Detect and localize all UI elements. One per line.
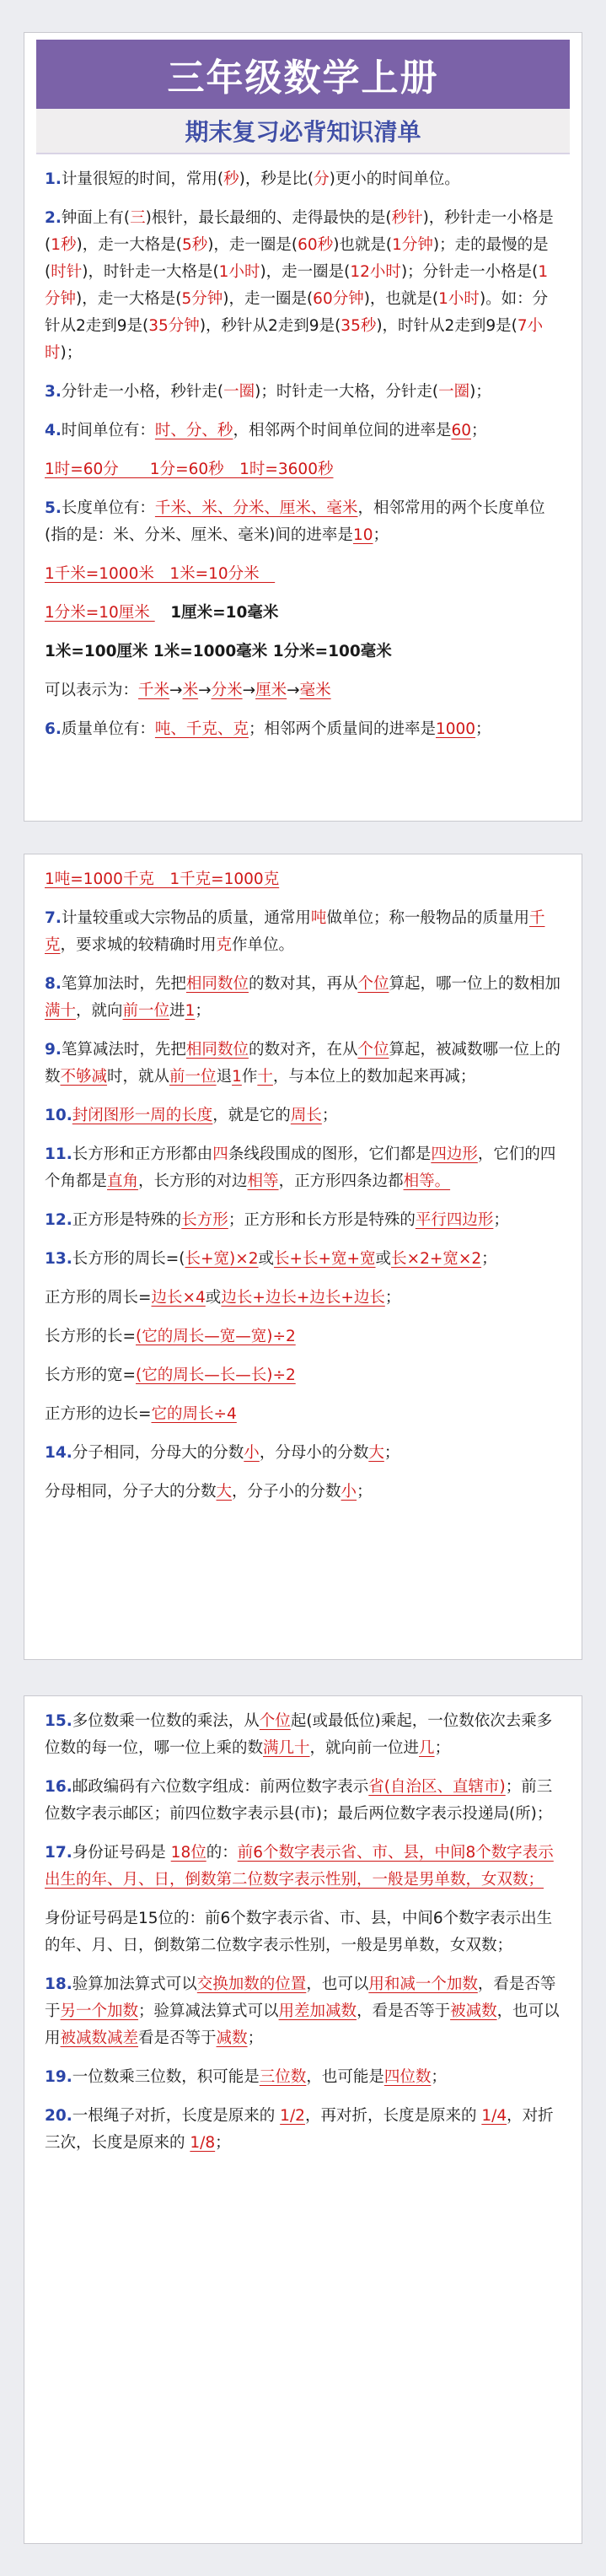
- knowledge-point: [45, 1102, 561, 1129]
- answer-text: 三位数: [259, 2068, 307, 2086]
- answer-text: 个位: [259, 1712, 291, 1730]
- point-text: 进: [169, 1002, 185, 1020]
- answer-text: 千克: [45, 909, 545, 954]
- answer-text: 秒针: [391, 209, 423, 227]
- point-text: 或: [375, 1250, 392, 1268]
- answer-text: 千米、米、分米、厘米、毫米: [154, 499, 358, 517]
- point-text: ；: [384, 1289, 401, 1307]
- knowledge-point: [45, 905, 561, 959]
- point-text: 正方形是特殊的: [72, 1211, 182, 1229]
- point-text: 长度单位有：: [61, 499, 155, 517]
- answer-text: 前6个数字表示省、市、县，中间8个数字表示出生的年、月、日，倒数第二位数字表示性别，一般是男单数，女双数；: [45, 1844, 554, 1889]
- knowledge-card-2: [24, 854, 582, 1660]
- point-text: 的数对齐，在从: [248, 1041, 358, 1059]
- answer-text: 个位: [357, 975, 389, 993]
- point-text: )；: [60, 344, 83, 362]
- answer-text: 厘米: [255, 682, 287, 699]
- answer-text: 1/2: [280, 2107, 305, 2125]
- answer-text: 十: [257, 1068, 273, 1086]
- point-text: 验算加法算式可以: [72, 1975, 197, 1993]
- point-number: 14.: [45, 1444, 72, 1462]
- answer-text: 一圈: [438, 383, 470, 401]
- point-text: ；: [383, 1444, 400, 1462]
- answer-text: 用和减一个加数: [368, 1975, 478, 1993]
- point-text: ，也可以用: [45, 2002, 560, 2047]
- answer-text: 1吨=1000千克 1千克=1000克: [45, 870, 280, 888]
- answer-text: 长方形: [181, 1211, 228, 1229]
- point-text: 一根绳子对折，长度是原来的: [72, 2107, 281, 2125]
- answer-text: 米: [182, 682, 199, 699]
- point-text: 一位数乘三位数，积可能是: [72, 2068, 260, 2086]
- point-text: 正方形的周长=: [45, 1289, 152, 1307]
- knowledge-point: [45, 1246, 561, 1273]
- point-text: )，走一圈是(: [223, 290, 314, 308]
- answer-text: 1: [185, 1002, 196, 1020]
- knowledge-point: [45, 677, 561, 704]
- point-text: 长方形的长=: [45, 1328, 137, 1345]
- answer-text: 60秒: [298, 236, 334, 254]
- answer-text: 四边形: [431, 1145, 478, 1163]
- point-text: 分子相同，分母大的分数: [72, 1444, 244, 1462]
- point-number: 16.: [45, 1778, 72, 1796]
- point-text: )，秒针从2走到9是(: [199, 317, 341, 335]
- answer-text: 时针: [51, 263, 83, 281]
- point-text: ，对折三次，长度是原来的: [45, 2107, 554, 2152]
- answer-text: 1小时: [438, 290, 480, 308]
- point-text: 看是否等于: [138, 2029, 217, 2047]
- answer-text: 三: [130, 209, 146, 227]
- answer-text: 大: [216, 1483, 233, 1501]
- point-text: ；: [431, 2068, 447, 2086]
- answer-text: 相等。: [403, 1172, 451, 1190]
- point-text: 算起，被减数哪一位上的数: [45, 1041, 560, 1086]
- point-number: 5.: [45, 499, 62, 517]
- knowledge-point: [45, 456, 561, 483]
- card-content: [24, 1696, 582, 2157]
- point-number: 15.: [45, 1712, 72, 1730]
- answer-text: 1小时: [218, 263, 260, 281]
- point-text: 1厘米=10毫米: [154, 604, 279, 622]
- point-text: )，秒针走一小格是(: [45, 209, 554, 254]
- answer-text: 千米: [138, 682, 170, 699]
- knowledge-point: [45, 2064, 561, 2091]
- point-text: →: [287, 682, 300, 699]
- knowledge-point: [45, 205, 561, 367]
- point-text: →: [242, 682, 256, 699]
- answer-text: 前一位: [122, 1002, 170, 1020]
- knowledge-point: [45, 1323, 561, 1350]
- answer-text: 10: [352, 526, 373, 544]
- point-text: 身份证号码是: [72, 1844, 171, 1862]
- answer-text: 另一个加数: [60, 2002, 139, 2020]
- knowledge-point: [45, 1440, 561, 1467]
- point-text: ；验算减法算式可以: [138, 2002, 279, 2020]
- answer-text: 边长+边长+边长+边长: [221, 1289, 385, 1307]
- point-text: ，就向: [76, 1002, 123, 1020]
- knowledge-point: [45, 1774, 561, 1828]
- answer-text: 35秒: [341, 317, 377, 335]
- answer-text: 12小时: [350, 263, 401, 281]
- answer-text: 吨、千克、克: [154, 720, 249, 738]
- knowledge-point: [45, 1037, 561, 1091]
- point-text: )也就是(: [333, 236, 393, 254]
- answer-text: 它的周长÷4: [151, 1405, 237, 1423]
- answer-text: 边长×4: [151, 1289, 206, 1307]
- point-text: )，也就是(: [363, 290, 439, 308]
- knowledge-point: [45, 495, 561, 549]
- point-text: )更小的时间单位。: [329, 170, 460, 188]
- point-text: )，走一大格是(: [76, 236, 182, 254]
- answer-text: 小: [244, 1444, 260, 1462]
- answer-text: 直角: [107, 1172, 139, 1190]
- point-text: 的：: [206, 1844, 238, 1862]
- knowledge-point: [45, 1207, 561, 1234]
- answer-text: 毫米: [299, 682, 331, 699]
- answer-text: 四: [212, 1145, 228, 1163]
- point-text: )，时针从2走到9是(: [376, 317, 518, 335]
- point-text: ；正方形和长方形是特殊的: [228, 1211, 416, 1229]
- point-text: ；: [215, 2134, 231, 2152]
- point-text: 钟面上有(: [61, 209, 131, 227]
- point-text: 长方形的宽=: [45, 1366, 137, 1384]
- knowledge-point: [45, 1971, 561, 2052]
- knowledge-point: [45, 166, 561, 193]
- answer-text: 60: [451, 422, 471, 439]
- answer-text: 5秒: [181, 236, 208, 254]
- point-text: )。如：分针从2走到9是(: [45, 290, 549, 335]
- answer-text: 1分钟: [392, 236, 433, 254]
- point-text: 多位数乘一位数的乘法，从: [72, 1712, 260, 1730]
- knowledge-card-1: [24, 32, 582, 822]
- point-text: )，走一大格是(: [76, 290, 182, 308]
- point-text: 时间单位有：: [61, 422, 155, 439]
- point-number: 9.: [45, 1041, 62, 1059]
- point-text: ，就向前一位进: [309, 1739, 420, 1757]
- answer-text: 60分钟: [313, 290, 364, 308]
- point-text: 长方形和正方形都由: [72, 1145, 213, 1163]
- answer-text: 长+宽)×2: [185, 1250, 259, 1268]
- answer-text: 满几十: [263, 1739, 310, 1757]
- answer-text: 1分钟: [45, 263, 549, 308]
- page-subtitle: 期末复习必背知识清单: [185, 118, 421, 146]
- point-text: 时，就从: [107, 1068, 170, 1086]
- point-text: 邮政编码有六位数字组成：前两位数字表示: [72, 1778, 369, 1796]
- point-text: ，长方形的对边: [138, 1172, 248, 1190]
- answer-text: 1/4: [481, 2107, 507, 2125]
- answer-text: 满十: [45, 1002, 77, 1020]
- point-text: 笔算加法时，先把: [61, 975, 186, 993]
- knowledge-point: [45, 1141, 561, 1195]
- point-text: ；相邻两个质量间的进率是: [248, 720, 436, 738]
- answer-text: 5分钟: [181, 290, 223, 308]
- answer-text: 省(自治区、直辖市): [368, 1778, 506, 1796]
- subtitle-banner: [36, 109, 570, 154]
- point-text: 笔算减法时，先把: [61, 1041, 186, 1059]
- point-text: )，秒是比(: [239, 170, 314, 188]
- answer-text: 周长: [290, 1107, 322, 1124]
- answer-text: 减数: [216, 2029, 248, 2047]
- point-text: )；分针走一小格是(: [400, 263, 539, 281]
- answer-text: 1/8: [190, 2134, 216, 2152]
- knowledge-point: [45, 1905, 561, 1959]
- point-text: 分母相同，分子大的分数: [45, 1483, 217, 1501]
- answer-text: 长×2+宽×2: [391, 1250, 482, 1268]
- point-text: ；: [434, 1739, 451, 1757]
- point-number: 12.: [45, 1211, 72, 1229]
- answer-text: 用差加减数: [278, 2002, 357, 2020]
- point-text: )；走的最慢的是(: [45, 236, 549, 281]
- knowledge-point: [45, 716, 561, 743]
- answer-text: 相同数位: [185, 975, 249, 993]
- answer-text: 时、分、秒: [154, 422, 233, 439]
- answer-text: 长+长+宽+宽: [274, 1250, 376, 1268]
- point-text: ，它们的四个角都是: [45, 1145, 556, 1190]
- point-text: 条线段围成的图形，它们都是: [228, 1145, 432, 1163]
- point-text: 退: [216, 1068, 233, 1086]
- point-number: 4.: [45, 422, 62, 439]
- point-text: ，正方形四条边都: [278, 1172, 404, 1190]
- point-text: 作单位。: [232, 936, 295, 954]
- answer-text: 1000: [435, 720, 476, 738]
- answer-text: 7小时: [45, 317, 544, 362]
- point-number: 6.: [45, 720, 62, 738]
- point-text: ，与本位上的数加起来再减；: [272, 1068, 476, 1086]
- answer-text: 1时=60分 1分=60秒 1时=3600秒: [45, 461, 334, 478]
- point-text: ，相邻两个时间单位间的进率是: [233, 422, 452, 439]
- knowledge-point: [45, 971, 561, 1025]
- point-text: 可以表示为：: [45, 682, 139, 699]
- point-text: 1米=100厘米 1米=1000毫米 1分米=100毫米: [45, 643, 392, 660]
- knowledge-point: [45, 561, 561, 588]
- card-content: [24, 154, 582, 743]
- point-number: 19.: [45, 2068, 72, 2086]
- answer-text: 1分米=10厘米: [45, 604, 155, 622]
- point-text: )根针，最长最细的、走得最快的是(: [145, 209, 392, 227]
- point-text: 计量较重或大宗物品的质量，通常用: [61, 909, 311, 927]
- point-number: 1.: [45, 170, 62, 188]
- knowledge-point: [45, 1362, 561, 1389]
- point-number: 18.: [45, 1975, 72, 1993]
- point-text: ；: [247, 2029, 264, 2047]
- knowledge-point: [45, 1479, 561, 1506]
- knowledge-point: [45, 1285, 561, 1312]
- point-text: →: [169, 682, 183, 699]
- point-text: 或: [205, 1289, 222, 1307]
- point-text: ；前三位数字表示邮区；前四位数字表示县(市)；最后两位数字表示投递局(所)；: [45, 1778, 553, 1823]
- answer-text: 不够减: [60, 1068, 108, 1086]
- knowledge-point: [45, 600, 561, 627]
- knowledge-card-3: [24, 1695, 582, 2544]
- point-text: 作: [241, 1068, 258, 1086]
- answer-text: 四位数: [383, 2068, 432, 2086]
- answer-text: 分: [314, 170, 330, 188]
- point-text: →: [198, 682, 212, 699]
- point-text: )；: [469, 383, 491, 401]
- point-number: 20.: [45, 2107, 72, 2125]
- point-number: 11.: [45, 1145, 72, 1163]
- knowledge-point: [45, 1840, 561, 1894]
- point-number: 10.: [45, 1107, 72, 1124]
- answer-text: 18位: [170, 1844, 206, 1862]
- point-text: ；: [195, 1002, 211, 1020]
- point-text: 起(或最低位)乘起，一位数依次去乘多位数的每一位，哪一位上乘的数: [45, 1712, 553, 1757]
- point-text: ，分母小的分数: [259, 1444, 369, 1462]
- answer-text: 分米: [211, 682, 243, 699]
- knowledge-point: [45, 639, 561, 666]
- point-text: 分针走一小格，秒针走(: [61, 383, 224, 401]
- answer-text: 一圈: [223, 383, 255, 401]
- answer-text: 1千米=1000米 1米=10分米: [45, 565, 276, 583]
- point-text: ；: [475, 720, 491, 738]
- answer-text: (它的周长—长—长)÷2: [136, 1366, 296, 1384]
- answer-text: 秒: [223, 170, 239, 188]
- point-text: ，也可以: [306, 1975, 369, 1993]
- point-text: )，走一圈是(: [207, 236, 298, 254]
- point-text: 算起，哪一位上的数相加: [389, 975, 560, 993]
- knowledge-point: [45, 2103, 561, 2157]
- answer-text: 平行四边形: [415, 1211, 494, 1229]
- point-number: 17.: [45, 1844, 72, 1862]
- point-text: 身份证号码是15位的：前6个数字表示省、市、县，中间6个数字表示出生的年、月、日，倒数第二位数字表示性别，一般是男单数，女双数；: [45, 1910, 553, 1954]
- point-text: 或: [258, 1250, 275, 1268]
- point-text: ，就是它的: [212, 1107, 291, 1124]
- answer-text: 大: [368, 1444, 384, 1462]
- point-number: 3.: [45, 383, 62, 401]
- point-text: ，相邻常用的两个长度单位(指的是：米、分米、厘米、毫米)间的进率是: [45, 499, 545, 544]
- answer-text: 个位: [357, 1041, 389, 1059]
- point-text: 质量单位有：: [61, 720, 155, 738]
- point-number: 8.: [45, 975, 62, 993]
- point-text: ；: [357, 1483, 373, 1501]
- answer-text: 1: [232, 1068, 242, 1086]
- point-text: ；: [321, 1107, 338, 1124]
- point-text: )，时针走一大格是(: [82, 263, 219, 281]
- point-text: ，分子小的分数: [232, 1483, 341, 1501]
- card-content: [24, 854, 582, 1506]
- point-text: 做单位；称一般物品的质量用: [326, 909, 529, 927]
- knowledge-point: [45, 379, 561, 406]
- point-text: )；时针走一大格，分针走(: [255, 383, 439, 401]
- point-text: ；: [373, 526, 389, 544]
- point-number: 13.: [45, 1250, 72, 1268]
- answer-text: 吨: [310, 909, 327, 927]
- answer-text: 克: [216, 936, 233, 954]
- point-text: ；: [493, 1211, 509, 1229]
- point-text: ，再对折，长度是原来的: [304, 2107, 482, 2125]
- point-text: 正方形的边长=: [45, 1405, 152, 1423]
- answer-text: 被减数: [450, 2002, 497, 2020]
- answer-text: (它的周长—宽—宽)÷2: [136, 1328, 296, 1345]
- title-banner: [36, 40, 570, 109]
- answer-text: 几: [419, 1739, 435, 1757]
- answer-text: 前一位: [169, 1068, 217, 1086]
- point-text: ；: [471, 422, 487, 439]
- point-number: 2.: [45, 209, 62, 227]
- knowledge-point: [45, 418, 561, 445]
- point-number: 7.: [45, 909, 62, 927]
- answer-text: 1秒: [51, 236, 77, 254]
- answer-text: 相同数位: [185, 1041, 249, 1059]
- point-text: ，要求城的较精确时用: [60, 936, 217, 954]
- point-text: 的数对其，再从: [248, 975, 358, 993]
- page-title: 三年级数学上册: [167, 57, 439, 100]
- knowledge-point: [45, 866, 561, 893]
- answer-text: 封闭图形一周的长度: [72, 1107, 213, 1124]
- knowledge-point: [45, 1708, 561, 1762]
- answer-text: 相等: [247, 1172, 279, 1190]
- point-text: ，看是否等于: [45, 1975, 556, 2020]
- point-text: ，也可能是: [306, 2068, 384, 2086]
- point-text: ，看是否等于: [357, 2002, 451, 2020]
- answer-text: 交换加数的位置: [196, 1975, 307, 1993]
- point-text: ；: [481, 1250, 497, 1268]
- point-text: 长方形的周长=(: [72, 1250, 185, 1268]
- knowledge-point: [45, 1401, 561, 1428]
- point-text: 计量很短的时间，常用(: [61, 170, 224, 188]
- answer-text: 35分钟: [148, 317, 200, 335]
- answer-text: 被减数减差: [60, 2029, 139, 2047]
- answer-text: 小: [341, 1483, 357, 1501]
- point-text: )，走一圈是(: [260, 263, 351, 281]
